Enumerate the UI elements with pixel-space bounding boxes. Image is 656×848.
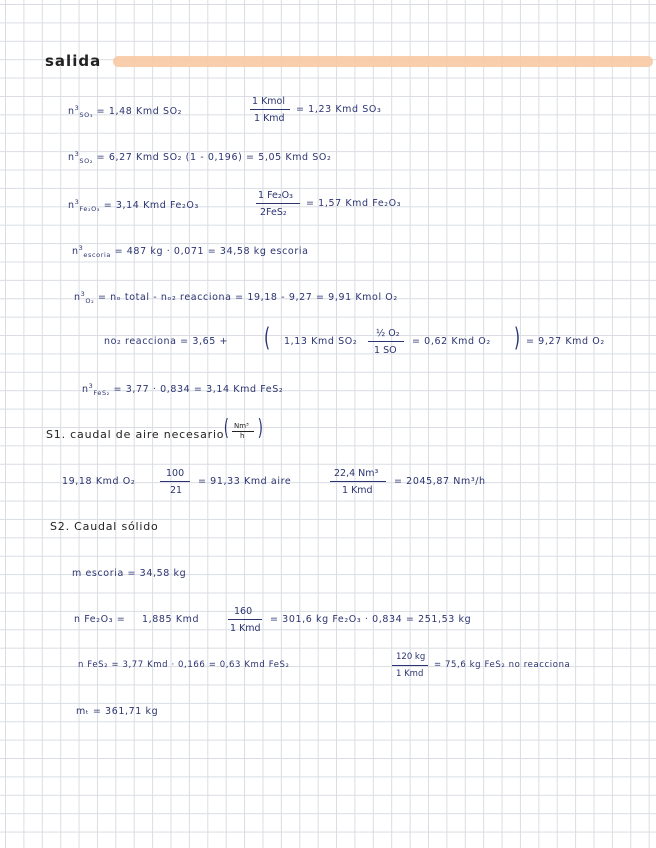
eq-n-escoria-a: = 487 kg · 0,071 = 34,58 kg escoria: [114, 246, 309, 258]
eq-n-fe2o3-frac-num: 1 Fe₂O₃: [258, 190, 293, 201]
eq-n-escoria-sup: 3: [78, 244, 84, 252]
n-fes2-b: = 75,6 kg FeS₂ no reacciona: [434, 660, 571, 670]
eq-n-so3-sub: SO₃: [79, 111, 94, 120]
eq-n-o2-sub: O₂: [85, 297, 95, 306]
eq-n-fe2o3-frac-den: 2FeS₂: [260, 207, 287, 218]
eq-n-fe2o3-sub: Fe₂O₃: [79, 205, 101, 214]
eq-n-escoria-sub: escoria: [83, 251, 111, 260]
n-fe2o3-frac-den: 1 Kmd: [230, 623, 261, 634]
fraction-line: [228, 619, 262, 620]
eq-n-fe2o3-b: = 1,57 Kmd Fe₂O₃: [306, 198, 402, 209]
unit-open-paren: (: [223, 416, 229, 441]
fraction-line: [256, 203, 300, 204]
eq-o2-reacciona-b: 1,13 Kmd SO₂: [284, 336, 358, 347]
section1-frac2-num: 22,4 Nm³: [334, 468, 379, 479]
total-mass: mₜ = 361,71 kg: [76, 706, 159, 717]
eq-n-so3-a: = 1,48 Kmd SO₂: [96, 106, 183, 118]
eq-n-fes2-a: = 3,77 · 0,834 = 3,14 Kmd FeS₂: [113, 384, 284, 396]
eq-n-o2-sup: 3: [80, 290, 86, 298]
eq-n-escoria: [72, 244, 309, 259]
n-fes2-lhs: n FeS₂ = 3,77 Kmd · 0,166 = 0,63 Kmd FeS₂: [78, 660, 290, 670]
fraction-line: [160, 481, 190, 482]
eq-n-so3-b: = 1,23 Kmd SO₃: [296, 104, 382, 115]
n-fes2-frac-den: 1 Kmd: [396, 669, 424, 679]
close-paren: ): [514, 323, 521, 353]
eq-n-so2-lhs: n: [68, 152, 75, 164]
eq-n-fe2o3-a: = 3,14 Kmd Fe₂O₃: [103, 200, 199, 212]
n-fes2-frac-num: 120 kg: [396, 652, 426, 662]
eq-n-so2: [68, 150, 331, 165]
highlight-bar: [113, 56, 653, 67]
eq-n-so2-sup: 3: [74, 150, 80, 158]
eq-n-fes2-sub: FeS₂: [93, 389, 110, 398]
eq-o2-reacciona-a: no₂ reacciona = 3,65 +: [104, 336, 229, 347]
section1-heading: S1. caudal de aire necesario: [46, 428, 225, 441]
section2-heading: S2. Caudal sólido: [50, 520, 159, 533]
fraction-line: [250, 109, 290, 110]
eq-n-o2-lhs: n: [74, 292, 81, 304]
section1-frac1-den: 21: [170, 485, 183, 496]
open-paren: (: [264, 323, 271, 353]
page-title: salida: [45, 52, 102, 70]
eq-n-o2: [74, 290, 398, 305]
n-fe2o3-b: = 301,6 kg Fe₂O₃ · 0,834 = 251,53 kg: [270, 614, 472, 625]
eq-n-o2-a: = nₒ total - nₒ₂ reacciona = 19,18 - 9,27 = 9,91 Kmol O₂: [97, 292, 398, 304]
section1-unit-num: Nm³: [234, 422, 249, 430]
section1-calc-a: 19,18 Kmd O₂: [62, 476, 136, 487]
n-fe2o3-frac-num: 160: [234, 606, 253, 617]
eq-n-fes2-lhs: n: [82, 384, 89, 396]
eq-n-so3-frac-den: 1 Kmd: [254, 113, 285, 124]
eq-n-so3: [68, 104, 182, 119]
eq-n-fe2o3-sup: 3: [74, 198, 80, 206]
section1-calc-b: = 91,33 Kmd aire: [198, 476, 292, 487]
eq-n-fe2o3: [68, 198, 199, 213]
eq-n-fe2o3-lhs: n: [68, 200, 75, 212]
eq-n-fes2-sup: 3: [88, 382, 94, 390]
fraction-line: [330, 481, 386, 482]
unit-close-paren: ): [257, 416, 263, 441]
eq-o2-reacciona-frac-num: ½ O₂: [376, 328, 400, 339]
eq-o2-reacciona-frac-den: 1 SO: [374, 345, 397, 356]
eq-n-so3-frac-num: 1 Kmol: [252, 96, 285, 107]
fraction-line: [368, 341, 404, 342]
eq-o2-reacciona-c: = 0,62 Kmd O₂: [412, 336, 491, 347]
eq-o2-reacciona-d: = 9,27 Kmd O₂: [526, 336, 605, 347]
m-escoria: m escoria = 34,58 kg: [72, 568, 187, 579]
eq-n-so2-a: = 6,27 Kmd SO₂ (1 - 0,196) = 5,05 Kmd SO₂: [96, 152, 332, 164]
n-fe2o3-lhs: n Fe₂O₃ =: [74, 614, 126, 625]
eq-n-so2-sub: SO₂: [79, 157, 94, 166]
eq-n-so3-sup: 3: [74, 104, 80, 112]
section1-unit-den: h: [240, 432, 245, 440]
fraction-line: [392, 665, 428, 666]
section1-calc-c: = 2045,87 Nm³/h: [394, 476, 486, 487]
section1-frac1-num: 100: [166, 468, 185, 479]
eq-n-fes2: [82, 382, 283, 397]
eq-n-escoria-lhs: n: [72, 246, 79, 258]
section1-frac2-den: 1 Kmd: [342, 485, 373, 496]
eq-n-so3-lhs: n: [68, 106, 75, 118]
n-fe2o3-a: 1,885 Kmd: [142, 614, 200, 625]
